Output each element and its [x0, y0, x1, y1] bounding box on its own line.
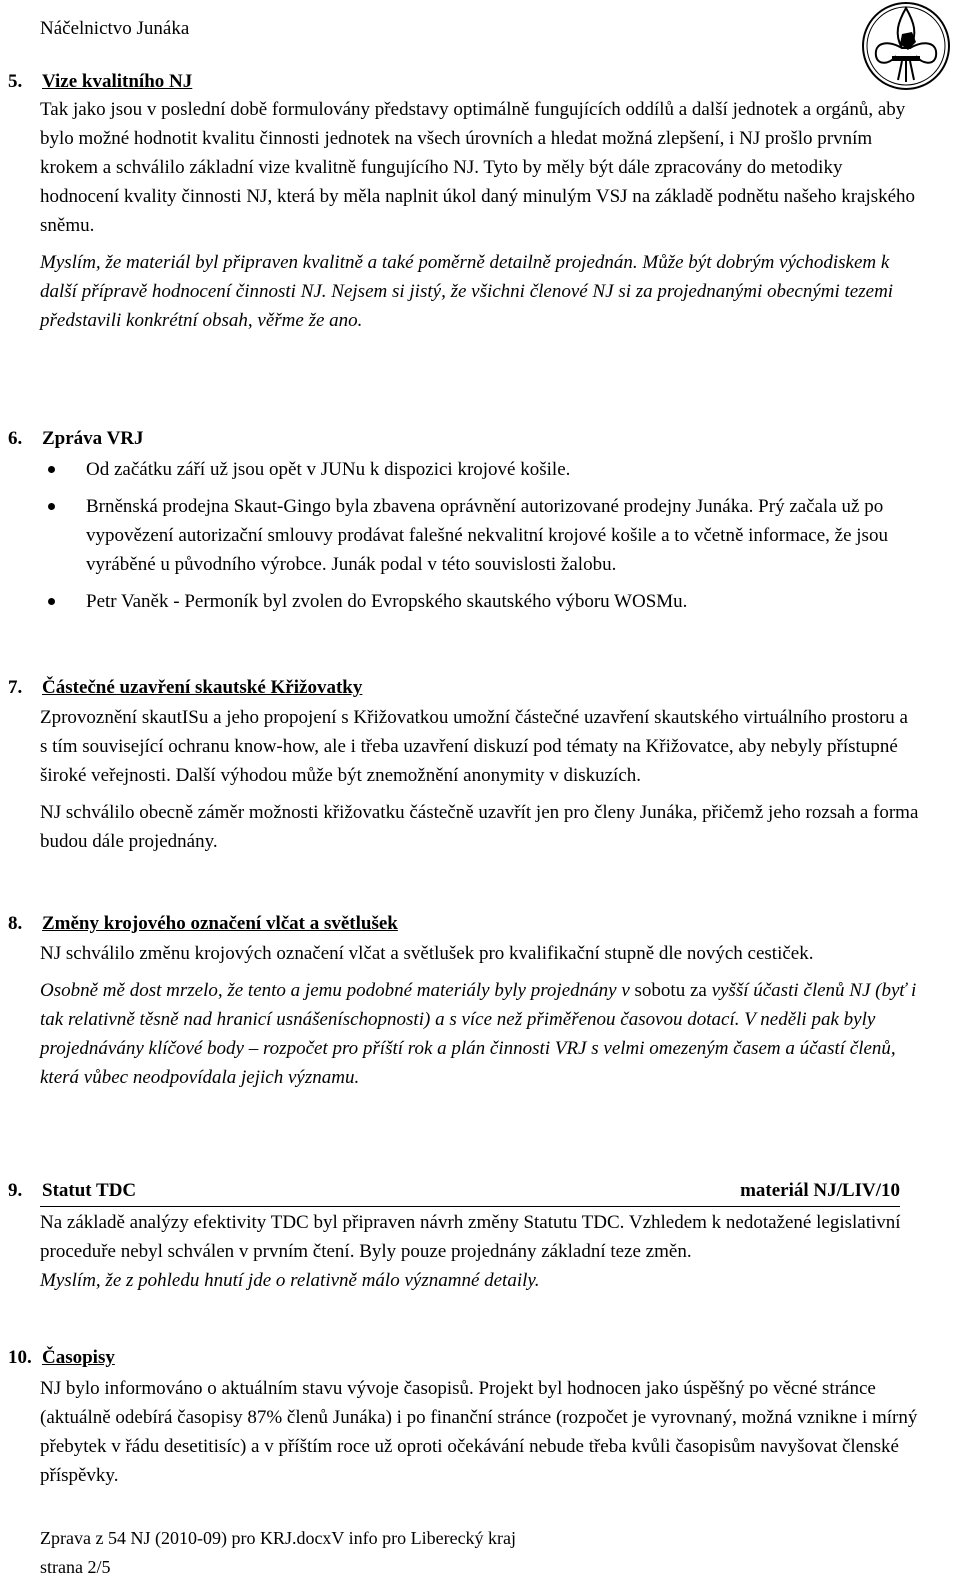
list-item: Od začátku září už jsou opět v JUNu k dispozici krojové košile.: [40, 455, 920, 484]
comment-paragraph: Myslím, že z pohledu hnutí jde o relativně málo významné detaily.: [40, 1270, 540, 1291]
page-footer: [40, 1524, 516, 1582]
paragraph: NJ schválilo obecně záměr možnosti křižovatku částečně uzavřít jen pro členy Junáka, přičemž jeho rozsah a forma budou dále projednány.: [40, 802, 919, 852]
section-10-body: [40, 1374, 920, 1490]
section-number: 9.: [8, 1180, 23, 1201]
bullet-list: [40, 455, 920, 616]
section-number: 10.: [8, 1347, 32, 1368]
plain-text: sobotu za: [629, 980, 712, 1001]
section-title: Časopisy: [42, 1347, 115, 1368]
section-title: Statut TDC: [42, 1180, 137, 1201]
section-8-body: [40, 939, 920, 1092]
section-title: Částečné uzavření skautské Křižovatky: [42, 677, 363, 698]
paragraph: Tak jako jsou v poslední době formulovány představy optimálně fungujících oddílů a další jednotek a orgánů, aby bylo možné hodnotit kvalitu činnosti jednotek na všech úrovních a hledat možná zlepšení, i NJ prošlo prvním krokem a schválilo základní vize kvalitně fungujícího NJ. Tyto by měly být dále zpracovány do metodiky hodnocení kvality činnosti NJ, která by měla naplnit úkol daný minulým VSJ na základě podnětu našeho krajského sněmu.: [40, 99, 916, 236]
section-5-heading: [8, 71, 192, 93]
footer-page-number: strana 2/5: [40, 1557, 111, 1577]
list-item: Petr Vaněk - Permoník byl zvolen do Evropského skautského výboru WOSMu.: [40, 587, 920, 616]
section-title: Vize kvalitního NJ: [42, 71, 193, 92]
section-5-body: [40, 95, 920, 335]
section-10-heading: [8, 1347, 115, 1369]
footer-document: Zprava z 54 NJ (2010-09) pro KRJ.docxV info pro Liberecký kraj: [40, 1528, 517, 1548]
page-header: Náčelnictvo Junáka: [40, 18, 190, 39]
paragraph: Na základě analýzy efektivity TDC byl připraven návrh změny Statutu TDC. Vzhledem k nedotažené legislativní proceduře nebyl schválen v prvním čtení. Byly pouze projednány základní teze změn.: [40, 1212, 901, 1262]
section-number: 6.: [8, 428, 23, 449]
section-6-body: [40, 455, 920, 616]
paragraph: NJ schválilo změnu krojových označení vlčat a světlušek pro kvalifikační stupně dle nových cestiček.: [40, 943, 814, 964]
comment-text: Osobně mě dost mrzelo, že tento a jemu podobné materiály byly projednány v: [40, 980, 630, 1001]
section-title: Změny krojového označení vlčat a světlušek: [42, 913, 398, 934]
comment-paragraph: [40, 976, 920, 1092]
section-7-body: [40, 703, 920, 856]
section-9-heading: [8, 1180, 900, 1202]
scout-lily-logo: [858, 0, 954, 92]
section-8-heading: [8, 913, 398, 935]
section-number: 8.: [8, 913, 23, 934]
paragraph: Zprovoznění skautISu a jeho propojení s Křižovatkou umožní částečné uzavření skautského virtuálního prostoru a s tím související ochranu know-how, ale i třeba uzavření diskuzí pod tématy na Křižovatce, aby nebyly přístupné široké veřejnosti. Další výhodou může být znemožnění anonymity v diskuzích.: [40, 707, 908, 786]
section-number: 5.: [8, 71, 23, 92]
list-item: Brněnská prodejna Skaut-Gingo byla zbavena oprávnění autorizované prodejny Junáka. Prý začala už po vypovězení autorizační smlouvy prodávat falešné nekvalitní krojové košile a to včetně informace, že jsou vyráběné u původního výrobce. Junák podal v této souvislosti žalobu.: [40, 492, 920, 579]
section-number: 7.: [8, 677, 23, 698]
section-6-heading: [8, 428, 144, 450]
paragraph: NJ bylo informováno o aktuálním stavu vývoje časopisů. Projekt byl hodnocen jako úspěšný po věcné stránce (aktuálně odebírá časopisy 87% členů Junáka) i po finanční stránce (rozpočet je vyrovnaný, možná vznikne i mírný přebytek v řádu desetitisíc) a v příštím roce už oproti očekávání nebude třeba kvůli časopisům navyšovat členské příspěvky.: [40, 1378, 918, 1486]
section-title: Zpráva VRJ: [42, 428, 144, 449]
section-9-body: [40, 1208, 920, 1295]
material-reference: materiál NJ/LIV/10: [740, 1180, 900, 1201]
comment-paragraph: Myslím, že materiál byl připraven kvalitně a také poměrně detailně projednán. Může být dobrým východiskem k další přípravě hodnocení činnosti NJ. Nejsem si jistý, že všichni členové NJ si za projednanými obecnými tezemi představili konkrétní obsah, věřme že ano.: [40, 252, 894, 331]
section-7-heading: [8, 677, 362, 699]
section-divider: [40, 1206, 900, 1207]
comment-text: vyšší účasti členů NJ (byť i tak relativně těsně nad hranicí usnášeníschopnosti) a s více než přiměřenou časovou dotací. V neděli pak byly projednávány klíčové body – rozpočet pro příští rok a plán činnosti VRJ s velmi omezeným časem a účastí členů, která vůbec neodpovídala jejich významu.: [40, 980, 917, 1088]
